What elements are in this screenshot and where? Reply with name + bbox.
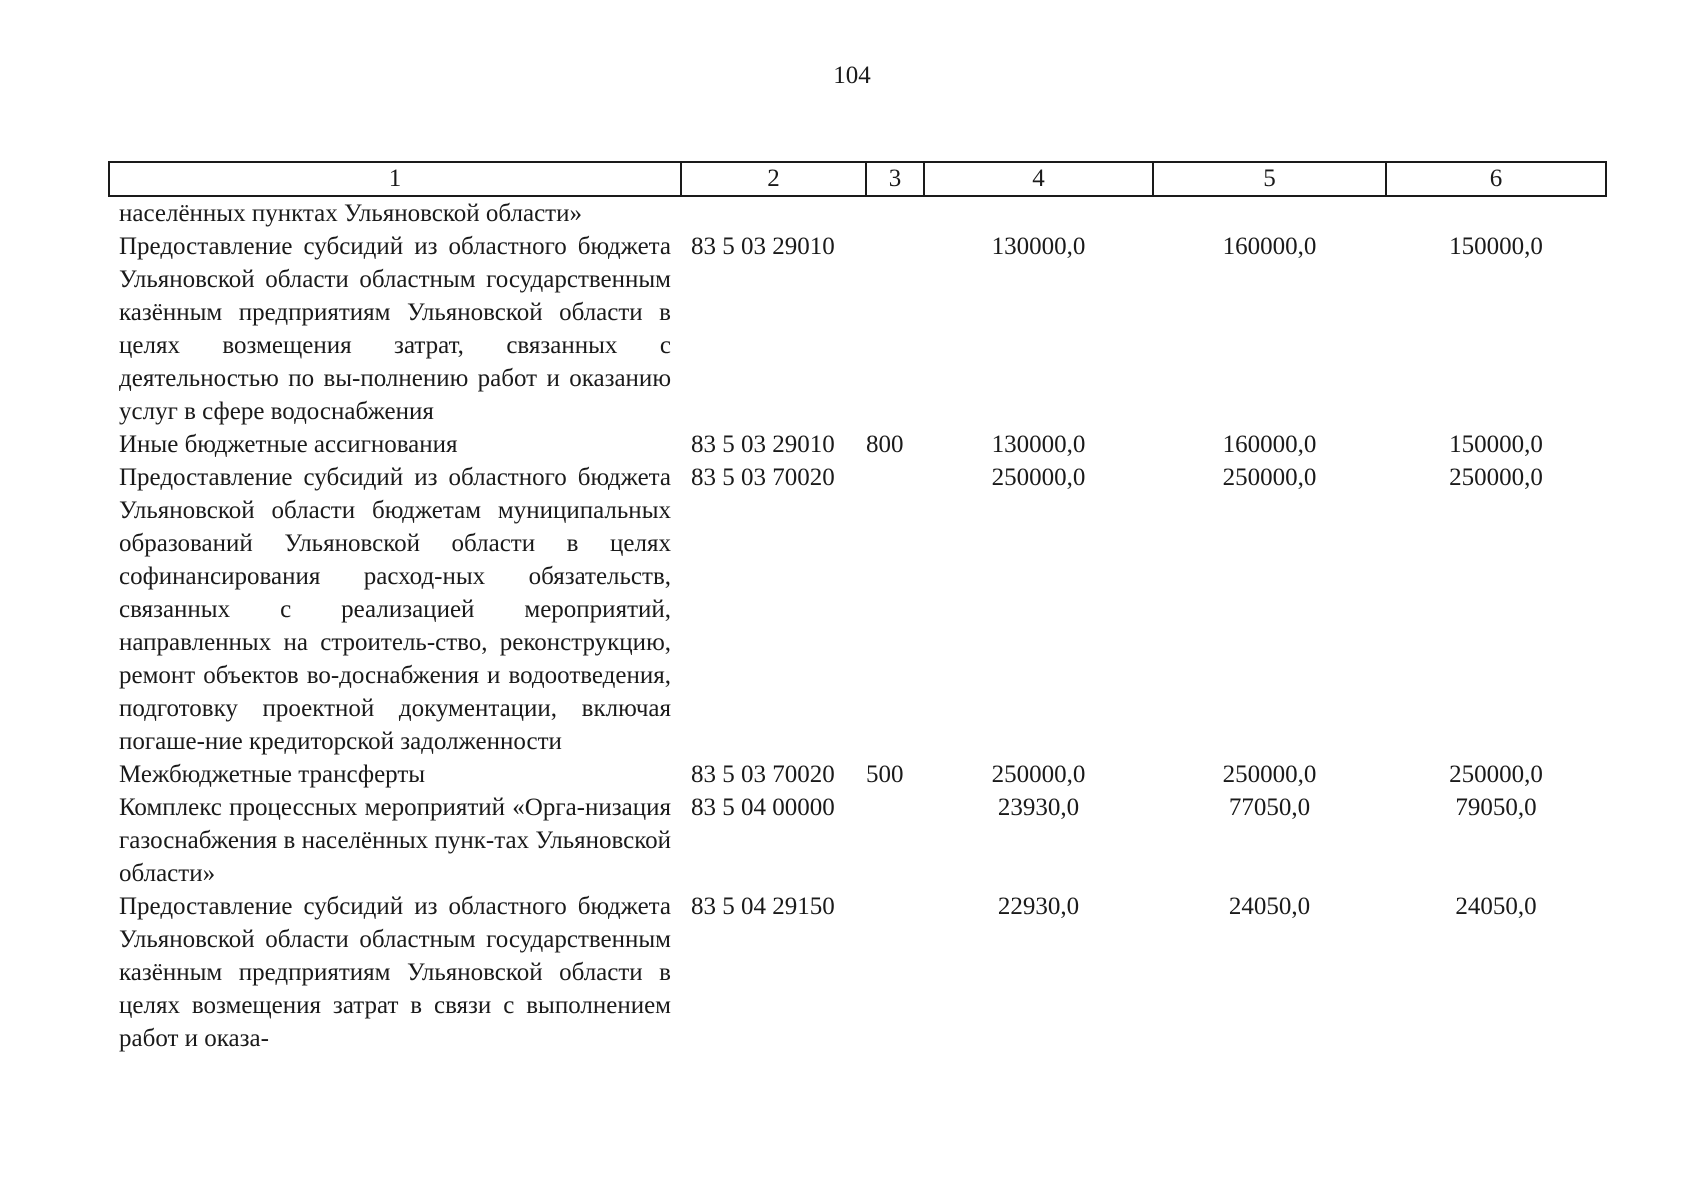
- row-kind: [866, 461, 924, 758]
- row-value-3: 24050,0: [1455, 893, 1537, 920]
- row-name: Предоставление субсидий из областного бюджета Ульяновской области областным государственным казённым предприятиям Ульяновской области в целях возмещения затрат в связи с выполнением работ и оказа-: [119, 893, 671, 1052]
- row-value-1: 130000,0: [991, 233, 1086, 260]
- row-value-2: 250000,0: [1222, 464, 1317, 491]
- row-value-2: 160000,0: [1222, 431, 1317, 458]
- column-header-kind: 3: [866, 162, 924, 196]
- budget-table: [108, 161, 1607, 1055]
- table-row: [109, 461, 1606, 758]
- table-body: [109, 196, 1606, 1055]
- table-row: [109, 758, 1606, 791]
- table-row: [109, 791, 1606, 890]
- row-code: 83 5 04 29150: [691, 893, 835, 920]
- row-code: 83 5 03 70020: [691, 761, 835, 788]
- row-value-2: 24050,0: [1228, 893, 1311, 920]
- row-value-3: 150000,0: [1449, 233, 1543, 260]
- row-name: Комплекс процессных мероприятий «Орга-низация газоснабжения в населённых пунк-тах Ульяновской области»: [119, 794, 671, 887]
- row-value-3: [1386, 196, 1606, 230]
- table-header: [109, 162, 1606, 196]
- row-value-1: 130000,0: [991, 431, 1086, 458]
- row-kind: [866, 230, 924, 428]
- row-name: Межбюджетные трансферты: [119, 761, 426, 788]
- row-value-1: 250000,0: [991, 464, 1086, 491]
- column-header-year-3: 6: [1386, 162, 1606, 196]
- row-kind: 800: [866, 431, 904, 458]
- table-row: [109, 196, 1606, 230]
- column-header-name: 1: [109, 162, 681, 196]
- page-number: 104: [833, 62, 871, 89]
- column-header-code: 2: [681, 162, 866, 196]
- row-value-2: 250000,0: [1222, 761, 1317, 788]
- row-code: 83 5 03 29010: [691, 431, 835, 458]
- row-value-3: 250000,0: [1449, 464, 1543, 491]
- row-value-1: [924, 196, 1153, 230]
- row-code: [681, 196, 866, 230]
- row-kind: [866, 890, 924, 1055]
- row-name: Предоставление субсидий из областного бюджета Ульяновской области бюджетам муниципальных образований Ульяновской области в целях софинансирования расход-ных обязательств, связанных с реализацией мероприятий, направленных на строитель-ство, реконструкцию, ремонт объектов во-доснабжения и водоотведения, подготовку проектной документации, включая погаше-ние кредиторской задолженности: [119, 464, 671, 755]
- row-kind: [866, 196, 924, 230]
- row-kind: 500: [866, 761, 904, 788]
- row-value-2: 77050,0: [1228, 794, 1311, 821]
- table-row: [109, 428, 1606, 461]
- table-row: [109, 890, 1606, 1055]
- row-value-3: 250000,0: [1449, 761, 1543, 788]
- row-value-2: [1153, 196, 1386, 230]
- column-header-year-2: 5: [1153, 162, 1386, 196]
- table-row: [109, 230, 1606, 428]
- row-value-1: 250000,0: [991, 761, 1086, 788]
- row-code: 83 5 03 29010: [691, 233, 835, 260]
- row-value-1: 22930,0: [997, 893, 1080, 920]
- row-name: Предоставление субсидий из областного бюджета Ульяновской области областным государственным казённым предприятиям Ульяновской области в целях возмещения затрат, связанных с деятельностью по вы-полнению работ и оказанию услуг в сфере водоснабжения: [119, 233, 671, 425]
- row-code: 83 5 04 00000: [691, 794, 835, 821]
- row-value-2: 160000,0: [1222, 233, 1317, 260]
- row-code: 83 5 03 70020: [691, 464, 835, 491]
- row-name: населённых пунктах Ульяновской области»: [119, 200, 582, 227]
- row-value-1: 23930,0: [997, 794, 1080, 821]
- row-name: Иные бюджетные ассигнования: [119, 431, 458, 458]
- row-kind: [866, 791, 924, 890]
- column-header-year-1: 4: [924, 162, 1153, 196]
- header-row: [109, 162, 1606, 196]
- row-value-3: 150000,0: [1449, 431, 1543, 458]
- row-value-3: 79050,0: [1455, 794, 1537, 821]
- budget-table-container: [108, 161, 1605, 1055]
